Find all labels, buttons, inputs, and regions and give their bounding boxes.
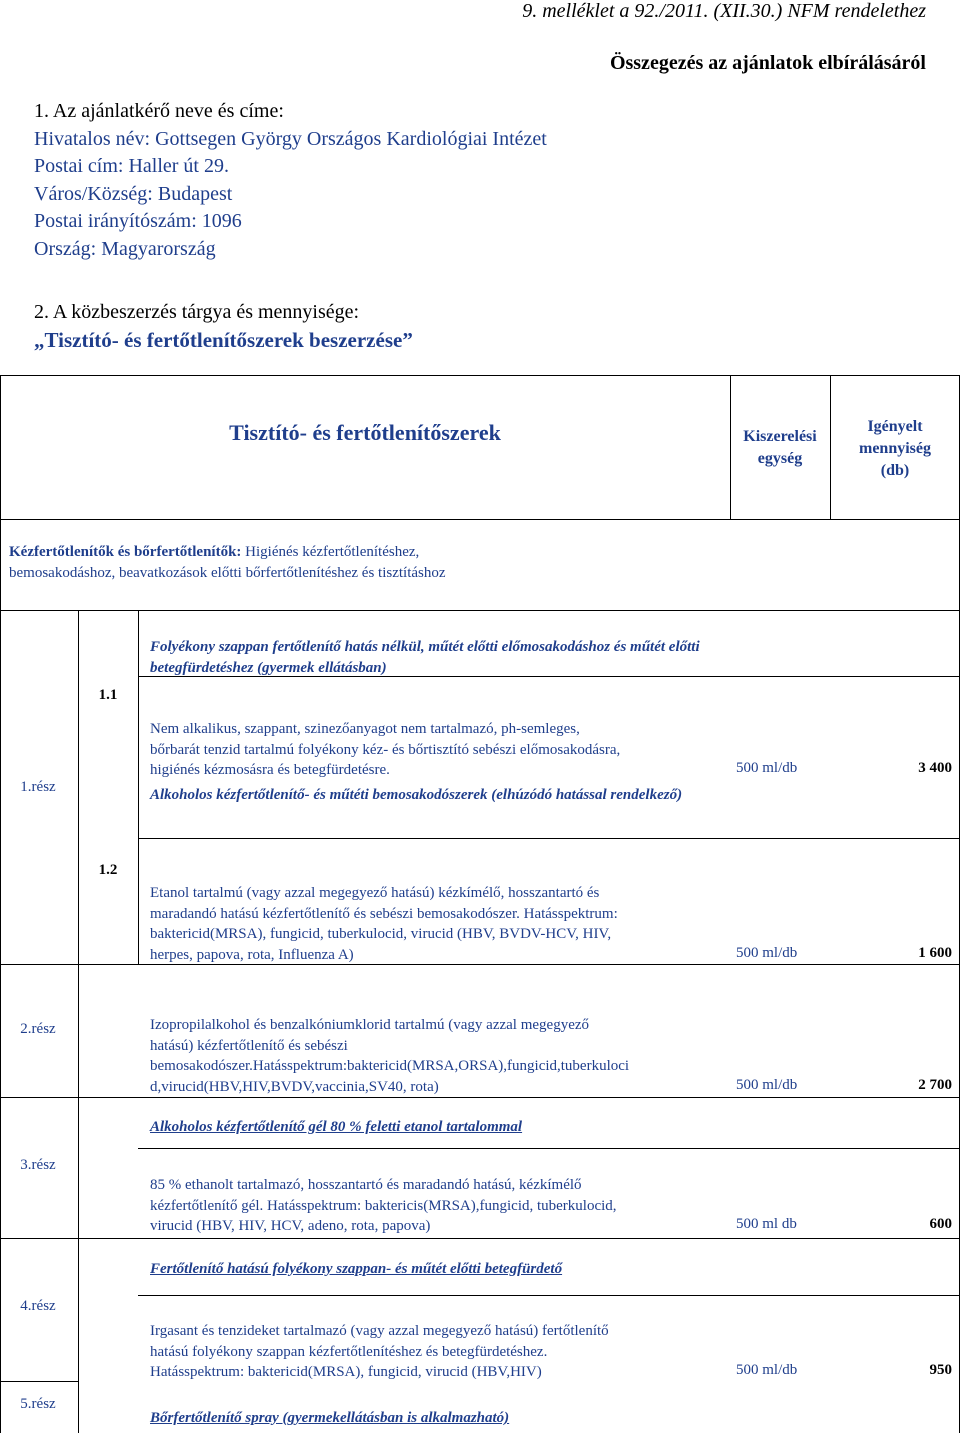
column-header-product: Tisztító- és fertőtlenítőszerek xyxy=(229,420,501,445)
item-unit: 500 ml/db xyxy=(736,1077,798,1093)
item-quantity: 950 xyxy=(929,1362,952,1378)
item-unit: 500 ml/db xyxy=(736,1362,798,1378)
procurement-subject: „Tisztító- és fertőtlenítőszerek beszerzése” xyxy=(34,328,413,352)
postal-code: Postai irányítószám: 1096 xyxy=(34,210,242,232)
procurement-subject-section xyxy=(34,298,413,354)
item-title: Alkoholos kézfertőtlenítő gél 80 % feletti etanol tartalommal xyxy=(150,1119,523,1135)
item-title: Alkoholos kézfertőtlenítő- és műtéti bemosakodószerek (elhúzódó hatással rendelkező) xyxy=(150,787,683,803)
qty-header-line: (db) xyxy=(880,462,910,479)
description-line: Izopropilalkohol és benzalkóniumklorid tartalmú (vagy azzal megegyező xyxy=(150,1017,590,1033)
section2-heading: 2. A közbeszerzés tárgya és mennyisége: xyxy=(34,301,360,323)
unit-header-line: egység xyxy=(757,450,803,467)
part-label: 3.rész xyxy=(20,1157,56,1173)
item-title: Folyékony szappan fertőtlenítő hatás nélkül, műtét előtti előmosakodáshoz és műtét előtti betegfürdetéshez (gyermek ellátásban) xyxy=(150,639,700,676)
item-description xyxy=(150,1015,720,1097)
description-line: hatású) kézfertőtlenítő és sebészi xyxy=(150,1037,348,1054)
item-description xyxy=(150,883,720,965)
summary-title: Összegezés az ajánlatok elbírálásáról xyxy=(609,52,926,74)
qty-header-line: mennyiség xyxy=(859,440,931,457)
group-label: Kézfertőtlenítők és bőrfertőtlenítők: xyxy=(9,544,242,560)
contracting-authority-section xyxy=(34,98,547,263)
group-description xyxy=(9,542,949,584)
part-label: 1.rész xyxy=(20,779,56,795)
description-line: bemosakodószer.Hatásspektrum:baktericid(MRSA,ORSA),fungicid,tuberkuloci xyxy=(150,1058,630,1074)
description-line: bőrbarát tenzid tartalmú folyékony kéz- és bőrtisztító sebészi előmosakodásra, xyxy=(150,741,621,758)
description-line: hatású folyékony szappan kézfertőtlenítéshez és betegfürdetéshez. xyxy=(150,1343,548,1360)
description-line: kézfertőtlenítő gél. Hatásspektrum: baktericis(MRSA),fungicid, tuberkulocid, xyxy=(150,1197,617,1214)
item-title: Bőrfertőtlenítő spray (gyermekellátásban is alkalmazható) xyxy=(150,1410,510,1426)
item-quantity: 3 400 xyxy=(918,760,952,776)
annex-reference: 9. melléklet a 92./2011. (XII.30.) NFM rendelethez xyxy=(522,0,926,22)
city: Város/Község: Budapest xyxy=(34,182,233,205)
postal-address: Postai cím: Haller út 29. xyxy=(34,155,229,177)
description-line: higiénés kézmosásra és betegfürdetésre. xyxy=(150,762,390,778)
group-text: Higiénés kézfertőtlenítéshez, xyxy=(241,544,420,560)
item-quantity: 1 600 xyxy=(918,945,952,961)
group-text: bemosakodáshoz, beavatkozások előtti bőrfertőtlenítéshez és tisztításhoz xyxy=(9,565,446,581)
country: Ország: Magyarország xyxy=(34,237,216,260)
description-line: Nem alkalikus, szappant, szinezőanyagot nem tartalmazó, ph-semleges, xyxy=(150,721,580,737)
description-line: Irgasant és tenzideket tartalmazó (vagy azzal megegyező hatású) fertőtlenítő xyxy=(150,1323,609,1339)
description-line: Hatásspektrum: baktericid(MRSA), fungicid, virucid (HBV,HIV) xyxy=(150,1364,542,1380)
official-name: Hivatalos név: Gottsegen György Országos Kardiológiai Intézet xyxy=(34,127,547,150)
item-unit: 500 ml db xyxy=(736,1216,797,1232)
item-unit: 500 ml/db xyxy=(736,945,798,961)
qty-header-line: Igényelt xyxy=(867,418,923,435)
sub-item-number: 1.1 xyxy=(98,687,118,703)
item-title: Fertőtlenítő hatású folyékony szappan- és műtét előtti betegfürdető xyxy=(150,1261,563,1277)
item-quantity: 2 700 xyxy=(918,1077,952,1093)
sub-item-number: 1.2 xyxy=(98,862,118,878)
description-line: 85 % ethanolt tartalmazó, hosszantartó és maradandó hatású, kézkímélő xyxy=(150,1177,582,1193)
description-line: d,virucid(HBV,HIV,BVDV,vaccinia,SV40, rota) xyxy=(150,1078,439,1095)
section1-heading: 1. Az ajánlatkérő neve és címe: xyxy=(34,100,284,122)
item-description xyxy=(150,1175,720,1237)
column-header-quantity xyxy=(830,416,960,482)
description-line: maradandó hatású kézfertőtlenítő és sebészi bemosakodószer. Hatásspektrum: xyxy=(150,905,618,922)
description-line: Etanol tartalmú (vagy azzal megegyező hatású) kézkímélő, hosszantartó és xyxy=(150,885,600,901)
part-label: 2.rész xyxy=(20,1021,56,1037)
item-description xyxy=(150,1321,720,1383)
item-description xyxy=(150,719,720,781)
part-label: 4.rész xyxy=(20,1298,56,1314)
part-label: 5.rész xyxy=(20,1396,56,1412)
description-line: virucid (HBV, HIV, HCV, adeno, rota, papova) xyxy=(150,1218,431,1234)
description-line: baktericid(MRSA), fungicid, tuberkulocid, virucid (HBV, BVDV-HCV, HIV, xyxy=(150,926,612,942)
description-line: herpes, papova, rota, Influenza A) xyxy=(150,946,354,963)
unit-header-line: Kiszerelési xyxy=(743,428,817,445)
item-unit: 500 ml/db xyxy=(736,760,798,776)
column-header-unit xyxy=(730,426,830,470)
item-quantity: 600 xyxy=(929,1216,952,1232)
